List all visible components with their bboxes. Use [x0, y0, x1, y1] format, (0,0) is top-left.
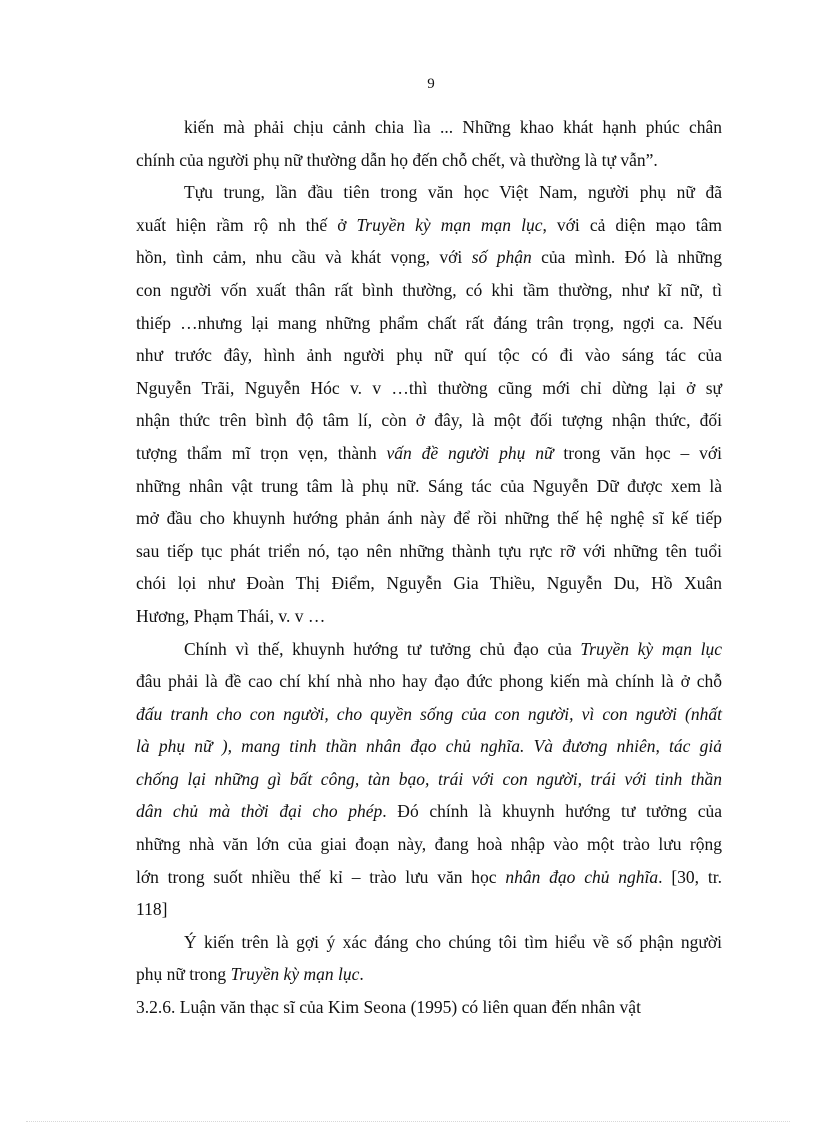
text-segment: kiến mà phải chịu cảnh chia lìa ... Những khao khát hạnh phúc chân: [184, 117, 722, 137]
text-segment: Hương, Phạm Thái, v. v …: [136, 605, 326, 626]
italic-text: chống lại những gì bất công, tàn bạo, trái với con người, trái với tinh thần: [136, 768, 722, 789]
text-segment: mở đầu cho khuynh hướng phản ánh này để rồi những thế hệ nghệ sĩ kế tiếp: [136, 508, 722, 529]
text-line: [136, 698, 722, 731]
text-segment: lớn trong suốt nhiều thế kỉ – trào lưu văn học: [136, 866, 506, 887]
text-segment: trong văn học – với: [553, 442, 723, 463]
text-line: [136, 893, 722, 926]
text-segment: Tựu trung, lần đầu tiên trong văn học Việt Nam, người phụ nữ đã: [184, 182, 722, 203]
text-segment: như trước đây, hình ảnh người phụ nữ quí tộc có đi vào sáng tác của: [136, 345, 722, 366]
text-line: [136, 828, 722, 861]
text-segment: tượng thẩm mĩ trọn vẹn, thành: [136, 442, 387, 463]
text-line: [136, 241, 722, 274]
italic-text: là phụ nữ ), mang tinh thần nhân đạo chủ nghĩa. Và đương nhiên, tác giả: [136, 736, 722, 757]
text-line: [136, 795, 722, 828]
text-line: [136, 926, 722, 959]
text-segment: sau tiếp tục phát triển nó, tạo nên những thành tựu rực rỡ với những tên tuổi: [136, 540, 722, 561]
text-segment: của mình. Đó là những: [531, 247, 723, 268]
text-line: [136, 437, 722, 470]
text-segment: 3.2.6. Luận văn thạc sĩ của Kim Seona (1995) có liên quan đến nhân vật: [136, 997, 641, 1018]
page-bottom-divider: [26, 1121, 790, 1122]
italic-text: Truyền kỳ mạn lục: [230, 964, 360, 985]
text-line: [136, 861, 722, 894]
text-line: [136, 763, 722, 796]
italic-text: đấu tranh cho con người, cho quyền sống của con người, vì con người (nhất: [136, 703, 722, 724]
italic-text: vấn đề người phụ nữ: [386, 442, 554, 463]
italic-text: Truyền kỳ mạn mạn lục: [356, 214, 543, 235]
text-segment: . [30, tr.: [658, 866, 722, 887]
text-segment: chính của người phụ nữ thường dẫn họ đến chỗ chết, và thường là tự vẫn”.: [136, 149, 658, 170]
text-line: [136, 665, 722, 698]
text-segment: xuất hiện rầm rộ nh thế ở: [136, 214, 357, 235]
text-segment: hồn, tình cảm, nhu cầu và khát vọng, với: [136, 247, 472, 268]
italic-text: số phận: [471, 247, 532, 268]
text-line: [136, 372, 722, 405]
text-line: [136, 600, 722, 633]
text-segment: đâu phải là đề cao chí khí nhà nho hay đạo đức phong kiến mà chính là ở chỗ: [136, 671, 722, 692]
text-line: [136, 339, 722, 372]
text-line: [136, 567, 722, 600]
text-segment: Ý kiến trên là gợi ý xác đáng cho chúng tôi tìm hiểu về số phận người: [184, 931, 722, 952]
section-heading: [136, 991, 722, 1024]
text-line: [136, 307, 722, 340]
text-segment: , với cả diện mạo tâm: [542, 214, 722, 235]
text-segment: Chính vì thế, khuynh hướng tư tưởng chủ đạo của: [184, 638, 581, 659]
text-segment: Nguyễn Trãi, Nguyễn Hóc v. v …thì thường cũng mới chỉ dừng lại ở sự: [136, 377, 722, 398]
text-segment: .: [359, 964, 364, 985]
text-segment: phụ nữ trong: [136, 964, 231, 985]
text-segment: . Đó chính là khuynh hướng tư tưởng của: [382, 801, 722, 822]
document-body: [136, 111, 722, 1024]
italic-text: Truyền kỳ mạn lục: [580, 638, 722, 659]
text-line: [136, 470, 722, 503]
text-line: [136, 958, 722, 991]
text-line: [136, 535, 722, 568]
text-line: [136, 502, 722, 535]
text-segment: những nhà văn lớn của giai đoạn này, đang hoà nhập vào một trào lưu rộng: [136, 834, 722, 855]
text-segment: 118]: [136, 899, 168, 920]
text-line: [136, 144, 722, 177]
text-segment: chói lọi như Đoàn Thị Điểm, Nguyễn Gia Thiều, Nguyễn Du, Hồ Xuân: [136, 573, 722, 594]
text-line: [136, 274, 722, 307]
italic-text: nhân đạo chủ nghĩa: [505, 866, 659, 887]
italic-text: dân chủ mà thời đại cho phép: [136, 801, 383, 822]
text-line: [136, 209, 722, 242]
text-segment: những nhân vật trung tâm là phụ nữ. Sáng tác của Nguyễn Dữ được xem là: [136, 475, 722, 496]
text-line: [136, 730, 722, 763]
text-segment: thiếp …nhưng lại mang những phẩm chất rất đáng trân trọng, ngợi ca. Nếu: [136, 312, 722, 333]
text-segment: nhận thức trên bình độ tâm lí, còn ở đây, là một đối tượng nhận thức, đối: [136, 410, 722, 431]
text-line: [136, 404, 722, 437]
text-line: [136, 111, 722, 144]
text-line: [136, 633, 722, 666]
text-segment: con người vốn xuất thân rất bình thường, có khi tầm thường, như kĩ nữ, tì: [136, 279, 722, 300]
text-line: [136, 176, 722, 209]
page-number: 9: [427, 76, 435, 92]
